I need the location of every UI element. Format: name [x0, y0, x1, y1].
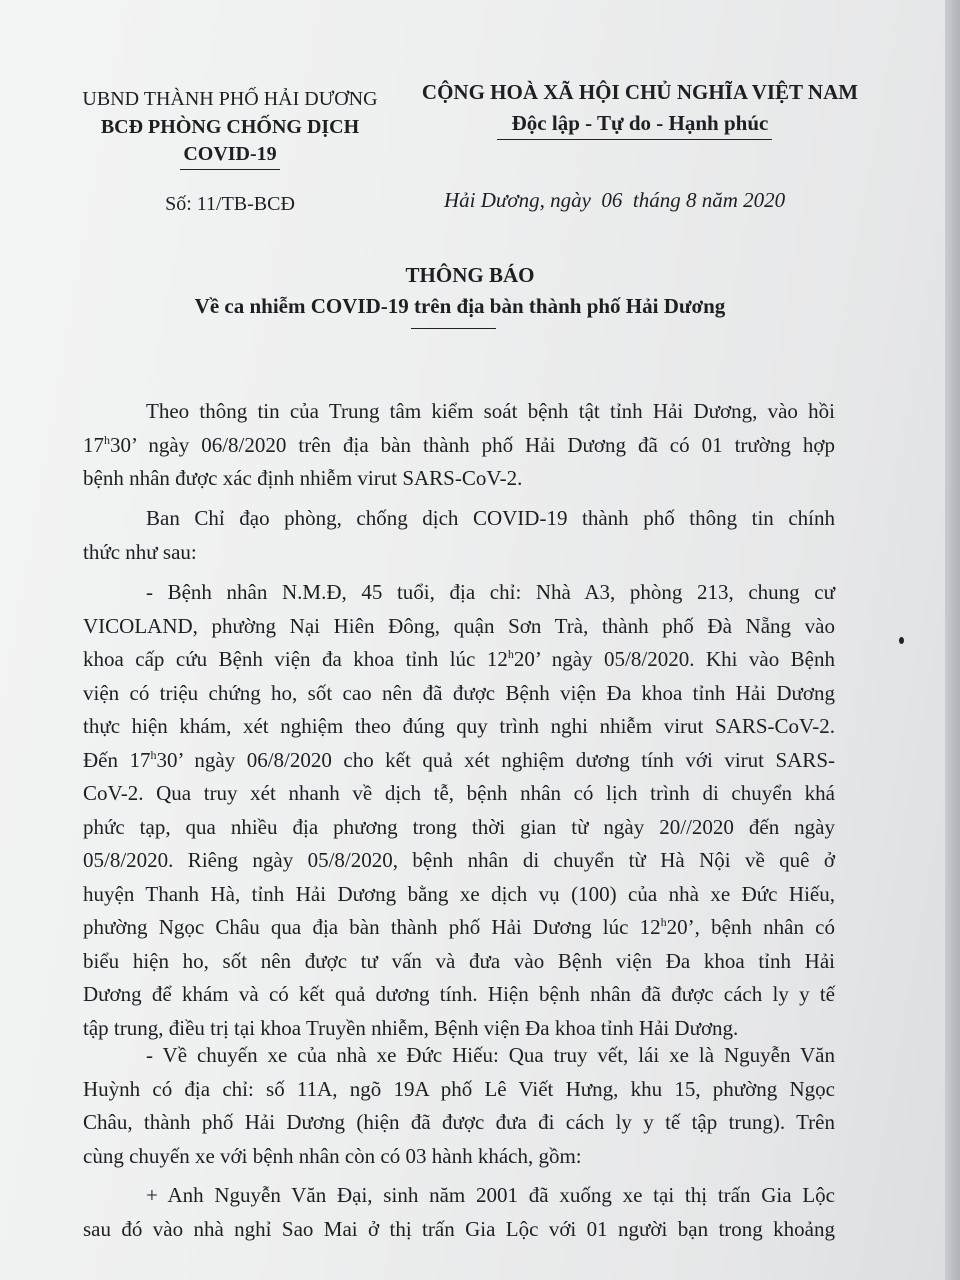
text-line: Dương để khám và có kết quả dương tính. Hiện bệnh nhân đã được cách ly y tế	[83, 982, 835, 1006]
document-number: Số: 11/TB-BCĐ	[165, 193, 295, 215]
paragraph-4	[83, 1039, 835, 1173]
document-date: Hải Dương, ngày 06 tháng 8 năm 2020	[444, 188, 786, 212]
text-line: viện có triệu chứng ho, sốt cao nên đã được Bệnh viện Đa khoa tỉnh Hải Dương	[83, 680, 835, 705]
header-left-rule	[180, 169, 280, 170]
committee-name-cont: COVID-19	[183, 143, 277, 165]
text-line: khoa cấp cứu Bệnh viện đa khoa tỉnh lúc 12$^h$20’ ngày 05/8/2020. Khi vào Bệnh	[83, 647, 835, 671]
text-line: phức tạp, qua nhiều địa phương trong thời gian từ ngày 20//2020 đến ngày	[83, 814, 835, 839]
text-line: huyện Thanh Hà, tỉnh Hải Dương bằng xe dịch vụ (100) của nhà xe Đức Hiếu,	[83, 881, 835, 906]
text-line: bệnh nhân được xác định nhiễm virut SARS-CoV-2.	[83, 466, 523, 490]
header-right-rule	[497, 139, 772, 140]
text-line: sau đó vào nhà nghỉ Sao Mai ở thị trấn Gia Lộc với 01 người bạn trong khoảng	[83, 1216, 835, 1241]
committee-name: BCĐ PHÒNG CHỐNG DỊCH	[100, 116, 360, 138]
paragraph-2	[83, 502, 835, 569]
text-line: Huỳnh có địa chỉ: số 11A, ngõ 19A phố Lê Viết Hưng, khu 15, phường Ngọc	[83, 1076, 835, 1101]
text-line: + Anh Nguyễn Văn Đại, sinh năm 2001 đã xuống xe tại thị trấn Gia Lộc	[146, 1183, 835, 1207]
text-line: thực hiện khám, xét nghiệm theo đúng quy trình nghi nhiễm virut SARS-CoV-2.	[83, 714, 835, 738]
paragraph-3	[83, 576, 835, 1045]
national-motto: Độc lập - Tự do - Hạnh phúc	[511, 111, 769, 135]
document-subtitle: Về ca nhiễm COVID-19 trên địa bàn thành phố Hải Dương	[194, 294, 726, 318]
text-line: tập trung, điều trị tại khoa Truyền nhiễm, Bệnh viện Đa khoa tỉnh Hải Dương.	[83, 1015, 739, 1040]
text-line: biểu hiện ho, sốt nên được tư vấn và đưa vào Bệnh viện Đa khoa tỉnh Hải	[83, 948, 835, 973]
paragraph-1	[83, 395, 835, 496]
text-line: - Về chuyến xe của nhà xe Đức Hiếu: Qua truy vết, lái xe là Nguyễn Văn	[146, 1043, 835, 1067]
text-line: cùng chuyến xe với bệnh nhân còn có 03 hành khách, gồm:	[83, 1143, 582, 1168]
agency-name: UBND THÀNH PHỐ HẢI DƯƠNG	[82, 88, 378, 110]
text-line: thức như sau:	[83, 539, 197, 564]
text-line: VICOLAND, phường Nại Hiên Đông, quận Sơn Trà, thành phố Đà Nẵng vào	[83, 613, 835, 638]
text-line: CoV-2. Qua truy xét nhanh về dịch tễ, bệnh nhân có lịch trình di chuyển khá	[83, 781, 835, 805]
text-line: Ban Chỉ đạo phòng, chống dịch COVID-19 thành phố thông tin chính	[146, 506, 835, 530]
document-title: THÔNG BÁO	[405, 263, 535, 287]
title-rule	[411, 328, 496, 329]
text-line: - Bệnh nhân N.M.Đ, 45 tuổi, địa chỉ: Nhà A3, phòng 213, chung cư	[146, 580, 835, 604]
text-line: Theo thông tin của Trung tâm kiểm soát bệnh tật tỉnh Hải Dương, vào hồi	[146, 399, 835, 423]
country-name: CỘNG HOÀ XÃ HỘI CHỦ NGHĨA VIỆT NAM	[421, 80, 859, 104]
text-line: phường Ngọc Châu qua địa bàn thành phố Hải Dương lúc 12$^h$20’, bệnh nhân có	[83, 915, 835, 939]
ink-mark	[899, 637, 904, 644]
page-edge-background	[945, 0, 960, 1280]
text-line: 17$^h$30’ ngày 06/8/2020 trên địa bàn thành phố Hải Dương đã có 01 trường hợp	[83, 432, 835, 457]
text-line: Đến 17$^h$30’ ngày 06/8/2020 cho kết quả xét nghiệm dương tính với virut SARS-	[83, 747, 835, 772]
text-line: 05/8/2020. Riêng ngày 05/8/2020, bệnh nhân di chuyển từ Hà Nội về quê ở	[83, 848, 835, 872]
paragraph-5	[83, 1179, 835, 1246]
text-line: Châu, thành phố Hải Dương (hiện đã được đưa đi cách ly y tế tập trung). Trên	[83, 1110, 835, 1134]
